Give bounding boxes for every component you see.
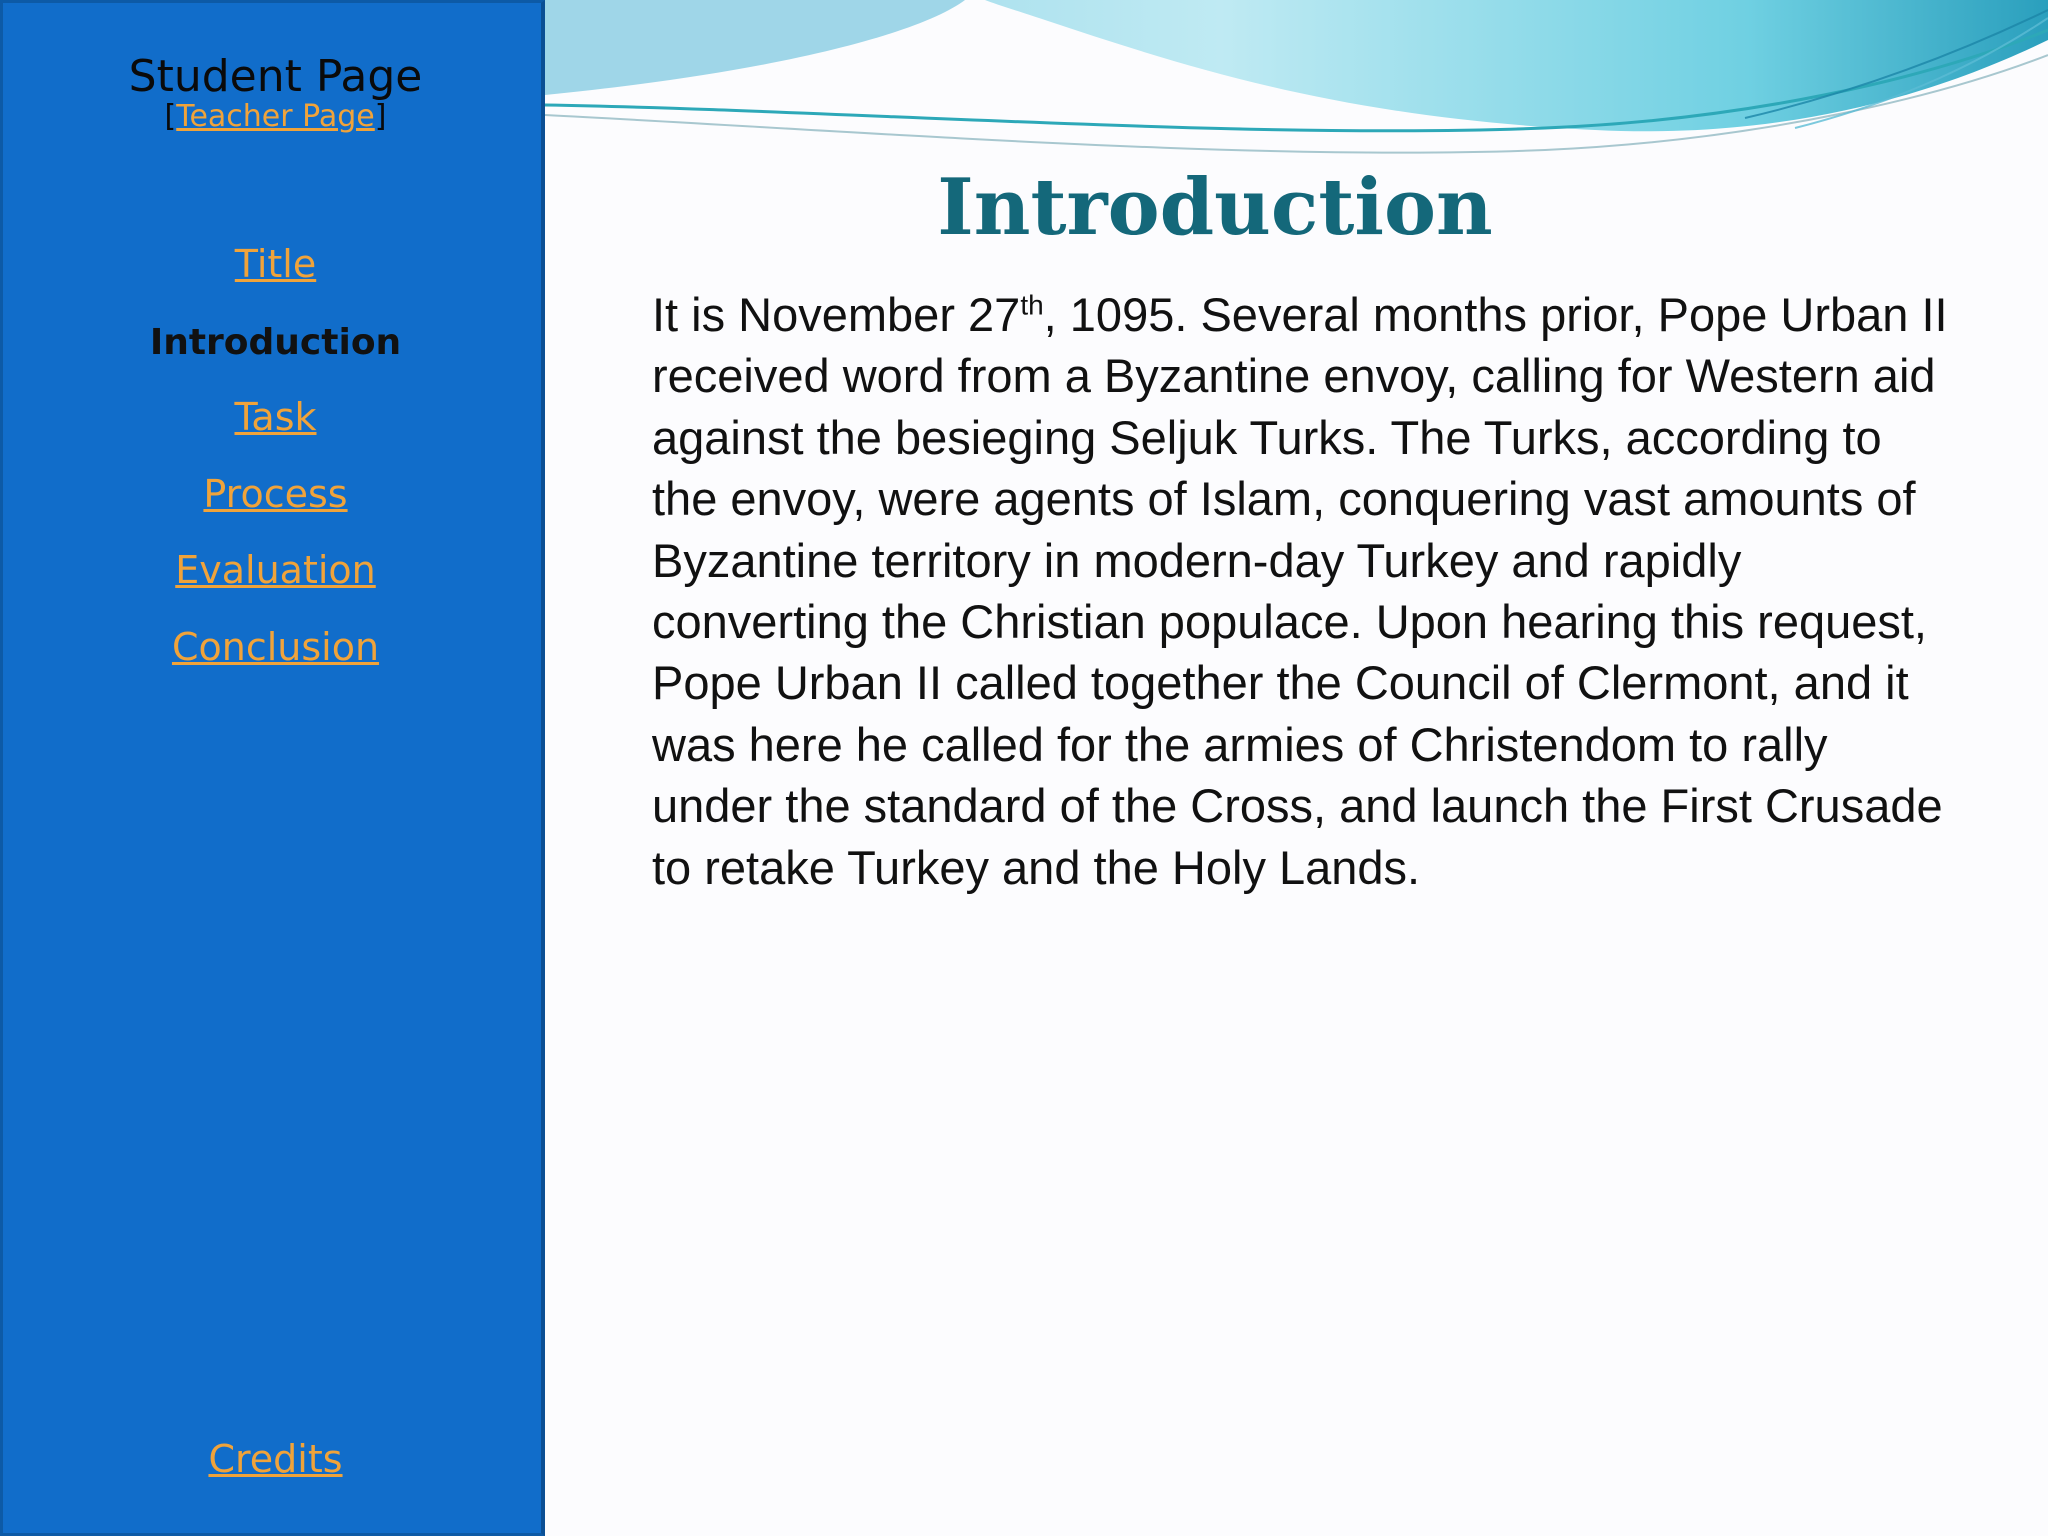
nav-link-process[interactable]: Process — [203, 471, 348, 516]
page-title: Introduction — [937, 162, 1493, 253]
main-content — [545, 0, 2048, 1536]
nav-current-introduction: Introduction — [149, 321, 402, 363]
body-superscript: th — [1020, 289, 1044, 321]
nav-link-task[interactable]: Task — [234, 395, 317, 439]
nav-item-evaluation — [3, 541, 548, 618]
nav-item-conclusion — [3, 618, 548, 695]
nav-link-title[interactable]: Title — [234, 242, 317, 286]
sidebar — [0, 0, 545, 1536]
nav-item-process — [3, 465, 548, 542]
sidebar-nav — [3, 235, 548, 694]
nav-item-introduction — [3, 312, 548, 389]
credits-container — [3, 1431, 548, 1487]
teacher-page-link[interactable]: Teacher Page — [176, 99, 375, 134]
body-lead: It is November 27 — [652, 288, 1021, 341]
introduction-body — [652, 284, 1952, 898]
open-bracket: [ — [164, 99, 177, 134]
close-bracket: ] — [374, 99, 387, 134]
nav-link-evaluation[interactable]: Evaluation — [175, 548, 376, 592]
nav-item-task — [3, 388, 548, 465]
body-rest: , 1095. Several months prior, Pope Urban II received word from a Byzantine envoy, calling for Western aid against the besieging Seljuk Turks. The Turks, according to the envoy, were agents of Islam, conquering vast amounts of Byzantine territory in modern-day Turkey and rapidly converting the Christian populace. Upon hearing this request, Pope Urban II called together the Council of Clermont, and it was here he called for the armies of Christendom to rally under the standard of the Cross, and launch the First Crusade to retake Turkey and the Holy Lands. — [652, 288, 1948, 894]
sidebar-header — [3, 51, 548, 135]
credits-link[interactable]: Credits — [208, 1437, 343, 1481]
nav-item-title — [3, 235, 548, 312]
student-page-title: Student Page — [128, 51, 423, 102]
nav-link-conclusion[interactable]: Conclusion — [171, 624, 380, 669]
teacher-page-line — [3, 99, 548, 135]
